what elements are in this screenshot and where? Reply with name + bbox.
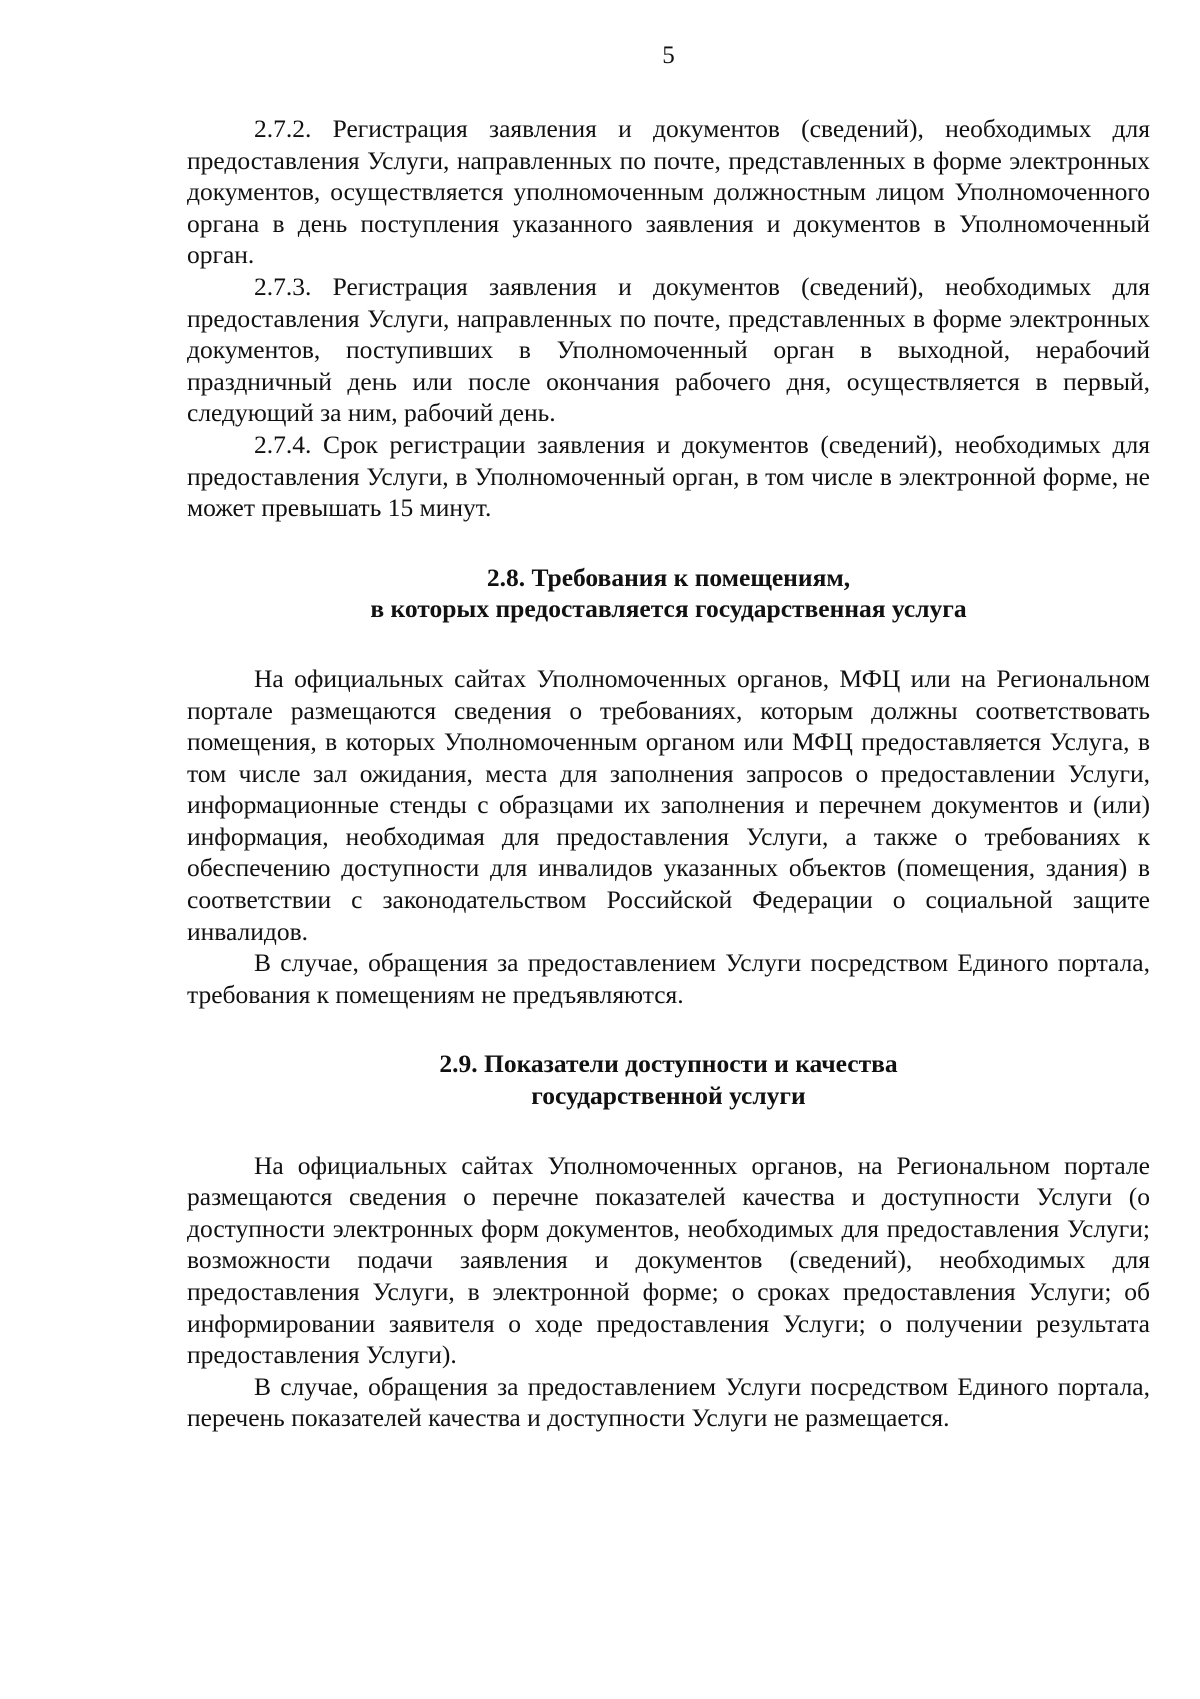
heading-2-9-line2: государственной услуги xyxy=(531,1081,806,1111)
heading-2-8-line2: в которых предоставляется государственная услуга xyxy=(370,594,967,624)
document-page xyxy=(187,40,1150,1434)
heading-2-9 xyxy=(187,1048,1150,1111)
heading-2-8-line1: 2.8. Требования к помещениям, xyxy=(486,562,851,592)
heading-2-9-line1: 2.9. Показатели доступности и качества xyxy=(439,1049,898,1079)
paragraph-2-7-3: 2.7.3. Регистрация заявления и документов (сведений), необходимых для предоставления Услуги, направленных по почте, представленных в форме электронных документов, поступивших в Уполномоченный орган в выходной, нерабочий праздничный день или после окончания рабочего дня, осуществляется в первый, следующий за ним, рабочий день. xyxy=(187,271,1150,428)
paragraph-2-9-unified-portal: В случае, обращения за предоставлением Услуги посредством Единого портала, перечень показателей качества и доступности Услуги не размещается. xyxy=(187,1371,1150,1433)
paragraph-2-7-2: 2.7.2. Регистрация заявления и документов (сведений), необходимых для предоставления Услуги, направленных по почте, представленных в форме электронных документов, осуществляется уполномоченным должностным лицом Уполномоченного органа в день поступления указанного заявления и документов в Уполномоченный орган. xyxy=(187,114,1150,270)
paragraph-2-9-quality-indicators: На официальных сайтах Уполномоченных органов, на Региональном портале размещаются сведения о перечне показателей качества и доступности Услуги (о доступности электронных форм документов, необходимых для предоставления Услуги; возможности подачи заявления и документов (сведений), необходимых для предоставления Услуги, в электронной форме; о сроках предоставления Услуги; об информировании заявителя о ходе предоставления Услуги; о получении результата предоставления Услуги). xyxy=(187,1150,1150,1370)
paragraph-2-8-premises-requirements: На официальных сайтах Уполномоченных органов, МФЦ или на Региональном портале размещаются сведения о требованиях, которым должны соответствовать помещения, в которых Уполномоченным органом или МФЦ предоставляется Услуга, в том числе зал ожидания, места для заполнения запросов о предоставлении Услуги, информационные стенды с образцами их заполнения и перечнем документов и (или) информация, необходимая для предоставления Услуги, а также о требованиях к обеспечению доступности для инвалидов указанных объектов (помещения, здания) в соответствии с законодательством Российской Федерации о социальной защите инвалидов. xyxy=(187,663,1150,946)
heading-2-8 xyxy=(187,562,1150,625)
page-number: 5 xyxy=(662,42,675,69)
paragraph-2-7-4: 2.7.4. Срок регистрации заявления и документов (сведений), необходимых для предоставления Услуги, в Уполномоченный орган, в том числе в электронной форме, не может превышать 15 минут. xyxy=(187,429,1150,523)
paragraph-2-8-unified-portal: В случае, обращения за предоставлением Услуги посредством Единого портала, требования к помещениям не предъявляются. xyxy=(187,948,1150,1009)
